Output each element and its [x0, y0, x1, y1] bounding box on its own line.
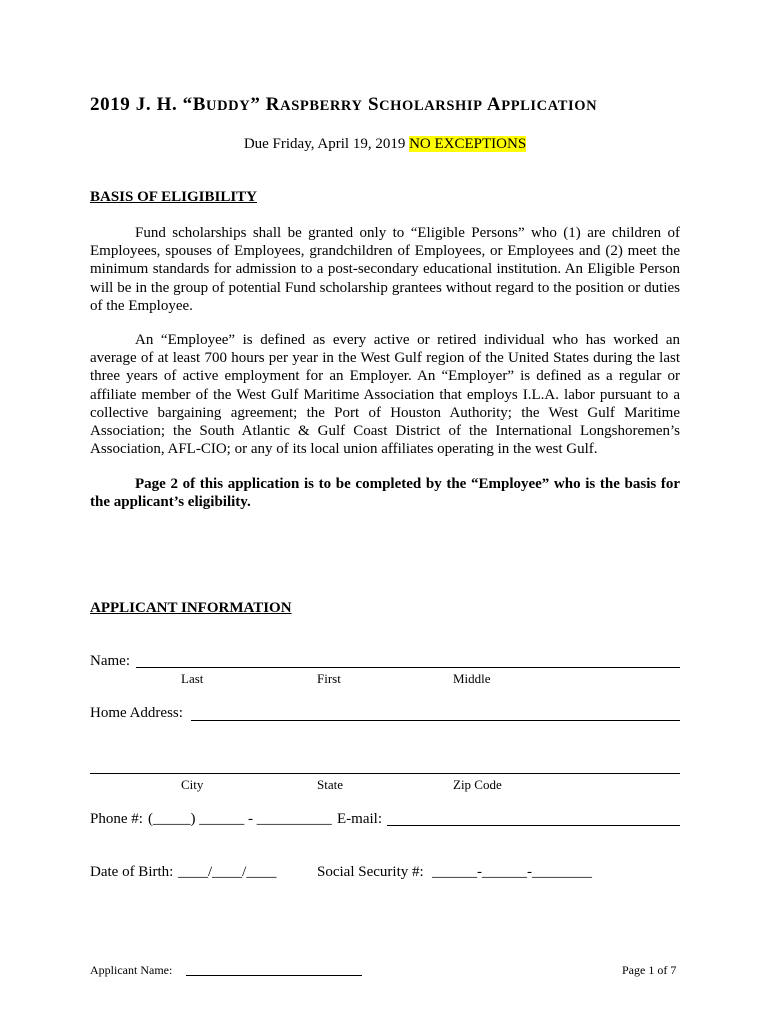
applicant-info-heading: APPLICANT INFORMATION	[90, 600, 292, 616]
title-application: APPLICATION	[486, 94, 598, 115]
dob-field[interactable]: ____/____/____	[178, 864, 277, 880]
title-initials: J. H.	[135, 94, 178, 115]
name-label: Name:	[90, 653, 130, 669]
title-scholarship: SCHOLARSHIP	[367, 94, 483, 115]
title-nickname: “BUDDY”	[182, 94, 261, 115]
no-exceptions-highlight: NO EXCEPTIONS	[409, 136, 527, 152]
ssn-field[interactable]: ______-______-________	[432, 864, 592, 880]
email-label: E-mail:	[337, 811, 382, 827]
city-state-zip-field[interactable]	[90, 773, 680, 774]
eligibility-heading: BASIS OF ELIGIBILITY	[90, 189, 258, 205]
phone-label: Phone #:	[90, 811, 143, 827]
eligibility-paragraph-1: Fund scholarships shall be granted only to “Eligible Persons” who (1) are children of Employees, spouses of Employees, grandchildren of Employees, or Employees and (2) meet the minimum standards for admission to a post-secondary educational institution. An Eligible Person will be in the group of potential Fund scholarship grantees without regard to the position or duties of the Employee.	[90, 225, 680, 314]
name-field[interactable]	[136, 667, 680, 668]
due-date-text: Due Friday, April 19, 2019	[243, 136, 406, 152]
due-date-line	[0, 136, 770, 153]
state-caption: State	[317, 777, 343, 792]
ssn-label: Social Security #:	[317, 864, 424, 880]
eligibility-note: Page 2 of this application is to be completed by the “Employee” who is the basis for the applicant’s eligibility.	[90, 476, 680, 511]
title-year: 2019	[90, 94, 131, 115]
zip-code-caption: Zip Code	[453, 777, 502, 792]
city-caption: City	[181, 777, 204, 792]
name-last-caption: Last	[181, 671, 204, 686]
name-first-caption: First	[317, 671, 341, 686]
eligibility-paragraph-2: An “Employee” is defined as every active or retired individual who has worked an average of at least 700 hours per year in the West Gulf region of the United States during the last three years of active employment for an Employer. An “Employer” is defined as a regular or affiliate member of the West Gulf Maritime Association that employs I.L.A. labor pursuant to a collective bargaining agreement; the Port of Houston Authority; the West Gulf Maritime Association; the South Atlantic & Gulf Coast District of the International Longshoremen’s Association, AFL-CIO; or any of its local union affiliates operating in the west Gulf.	[90, 332, 680, 458]
phone-field[interactable]: (_____) ______ - __________	[148, 811, 332, 827]
home-address-field[interactable]	[191, 720, 680, 721]
dob-label: Date of Birth:	[90, 864, 174, 880]
title-surname: RASPBERRY	[265, 94, 363, 115]
page-number: Page 1 of 7	[622, 963, 677, 977]
email-field[interactable]	[387, 825, 680, 826]
home-address-label: Home Address:	[90, 705, 183, 721]
page-title	[90, 94, 597, 116]
name-middle-caption: Middle	[453, 671, 491, 686]
footer-applicant-name-field[interactable]	[186, 975, 362, 976]
footer-applicant-label: Applicant Name:	[90, 963, 173, 977]
